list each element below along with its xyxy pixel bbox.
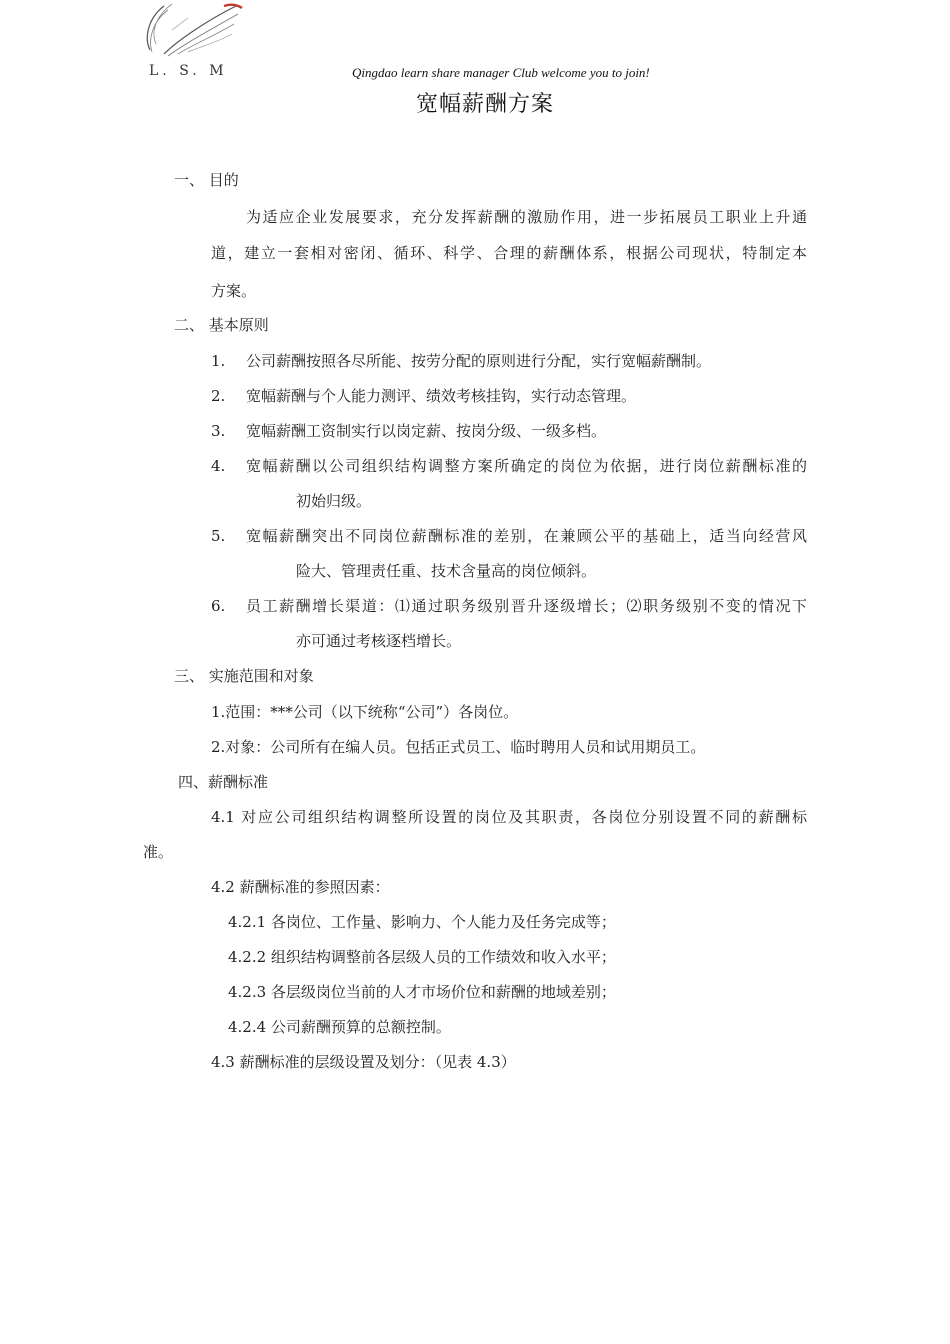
paragraph-4-3: 4.3 薪酬标准的层级设置及划分：（见表 4.3）	[211, 1053, 516, 1071]
list-item-continuation: 险大、管理责任重、技术含量高的岗位倾斜。	[296, 562, 597, 580]
paragraph-4-2-1: 4.2.1 各岗位、工作量、影响力、个人能力及任务完成等；	[228, 913, 616, 931]
list-item-continuation: 初始归级。	[296, 492, 372, 510]
purpose-text-line: 方案。	[211, 282, 257, 300]
wing-logo-icon	[138, 0, 250, 64]
list-item-number: 4.	[211, 457, 226, 475]
list-item: 宽幅薪酬突出不同岗位薪酬标准的差别，在兼顾公平的基础上，适当向经营风	[246, 527, 807, 545]
list-item-continuation: 亦可通过考核逐档增长。	[296, 632, 462, 650]
list-item-number: 5.	[211, 527, 226, 545]
list-item: 宽幅薪酬以公司组织结构调整方案所确定的岗位为依据，进行岗位薪酬标准的	[246, 457, 807, 475]
list-item: 宽幅薪酬与个人能力测评、绩效考核挂钩，实行动态管理。	[246, 387, 637, 405]
list-item-number: 1.	[211, 352, 226, 370]
paragraph-4-2-2: 4.2.2 组织结构调整前各层级人员的工作绩效和收入水平；	[228, 948, 616, 966]
paragraph-4-1-continuation: 准。	[143, 843, 174, 861]
list-item-number: 6.	[211, 597, 226, 615]
list-item: 员工薪酬增长渠道：⑴通过职务级别晋升逐级增长；⑵职务级别不变的情况下	[246, 597, 807, 615]
target-text: 2.对象：公司所有在编人员。包括正式员工、临时聘用人员和试用期员工。	[211, 738, 706, 756]
list-item-number: 2.	[211, 387, 226, 405]
purpose-text-line: 道，建立一套相对密闭、循环、科学、合理的薪酬体系，根据公司现状，特制定本	[211, 244, 807, 262]
scope-text: 1.范围：***公司（以下统称“公司”）各岗位。	[211, 703, 519, 721]
paragraph-4-2-3: 4.2.3 各层级岗位当前的人才市场价位和薪酬的地域差别；	[228, 983, 616, 1001]
list-item-number: 3.	[211, 422, 226, 440]
list-item: 公司薪酬按照各尽所能、按劳分配的原则进行分配，实行宽幅薪酬制。	[246, 352, 712, 370]
section-heading-principles: 二、 基本原则	[174, 316, 269, 334]
logo-text: L. S. M	[149, 63, 228, 79]
list-item: 宽幅薪酬工资制实行以岗定薪、按岗分级、一级多档。	[246, 422, 607, 440]
page-title: 宽幅薪酬方案	[415, 92, 554, 117]
section-heading-scope: 三、 实施范围和对象	[174, 667, 314, 685]
header-tagline: Qingdao learn share manager Club welcome you to join!	[352, 65, 650, 80]
section-heading-purpose: 一、 目的	[174, 171, 239, 189]
paragraph-4-2-4: 4.2.4 公司薪酬预算的总额控制。	[228, 1018, 451, 1036]
section-heading-standards: 四、薪酬标准	[178, 773, 269, 791]
paragraph-4-1: 4.1 对应公司组织结构调整所设置的岗位及其职责，各岗位分别设置不同的薪酬标	[211, 808, 807, 826]
purpose-text-line: 为适应企业发展要求，充分发挥薪酬的激励作用，进一步拓展员工职业上升通	[246, 208, 807, 226]
paragraph-4-2: 4.2 薪酬标准的参照因素：	[211, 878, 390, 896]
